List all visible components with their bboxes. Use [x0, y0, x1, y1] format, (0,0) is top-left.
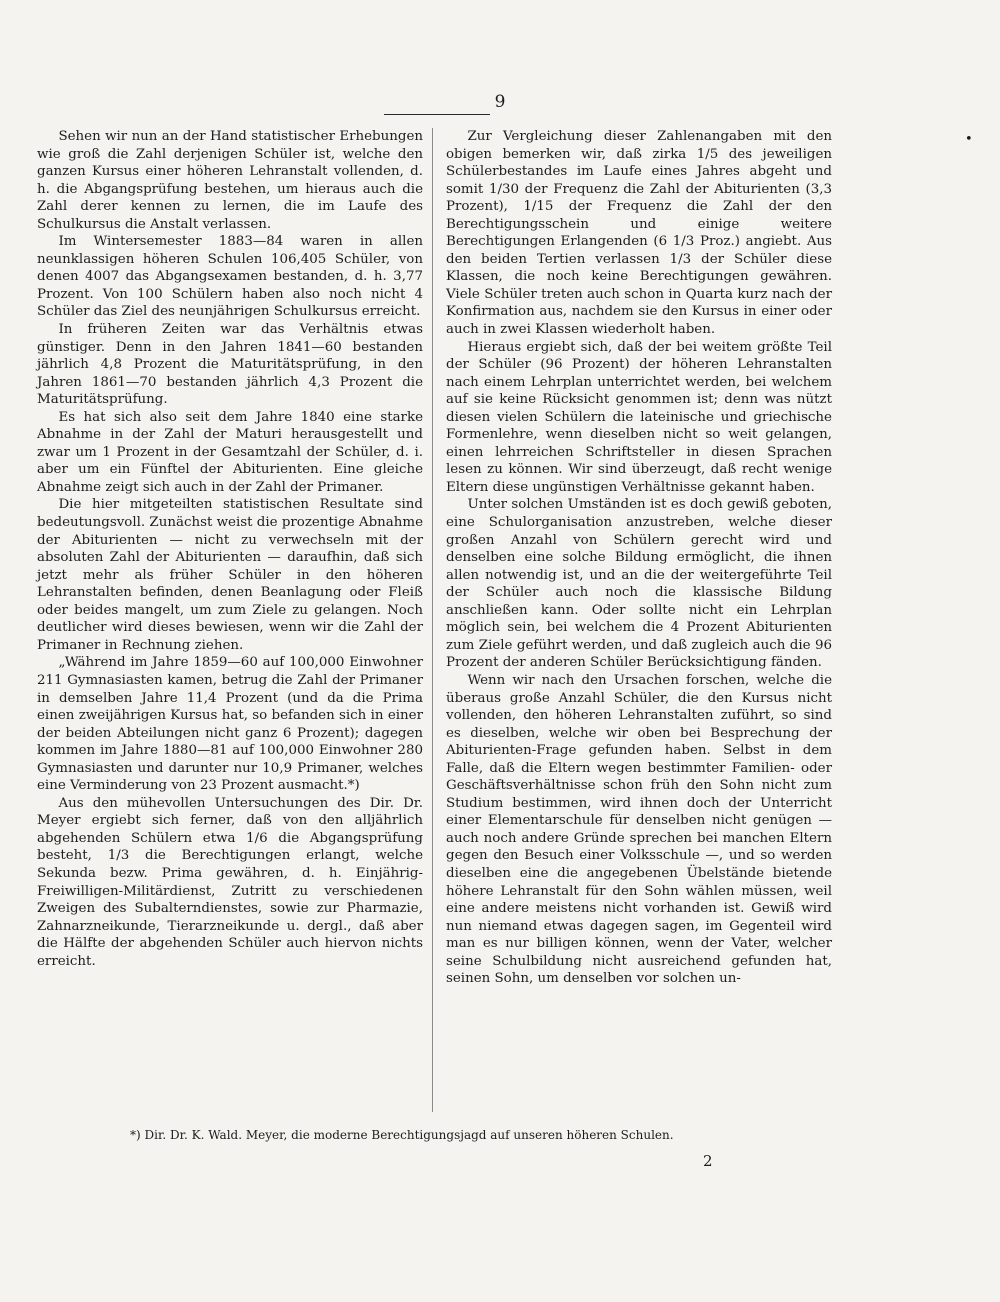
paragraph: Wenn wir nach den Ursachen forschen, welche die überaus große Anzahl Schüler, die den Kursus nicht vollenden, den höheren Lehranstalten zuführt, so sind es dieselben, welche wir oben bei Besprechung der Abiturienten-Frage gefunden haben. Selbst in dem Falle, daß die Eltern wegen bestimmter Familien- oder Geschäftsverhältnisse schon früh den Sohn nicht zum Studium bestimmen, wird ihnen doch der Unterricht einer Elementarschule für denselben nicht genügen — auch noch andere Gründe sprechen bei manchen Eltern gegen den Besuch einer Volksschule —, und so werden dieselben eine die angegebenen Übelstände bietende höhere Lehranstalt für den Sohn wählen müssen, weil eine andere meistens nicht vorhanden ist. Gewiß wird nun niemand etwas dagegen sagen, im Gegenteil wird man es nur billigen können, wenn der Vater, welcher seine Schulbildung nicht ausreichend gefunden hat, seinen Sohn, um denselben vor solchen un- [446, 672, 832, 987]
paragraph: In früheren Zeiten war das Verhältnis etwas günstiger. Denn in den Jahren 1841—60 bestanden jährlich 4,8 Prozent die Maturitätsprüfung, in den Jahren 1861—70 bestanden jährlich 4,3 Prozent die Maturitätsprüfung. [37, 322, 423, 408]
paragraph: Im Wintersemester 1883—84 waren in allen neunklassigen höheren Schulen 106,405 Schüler, von denen 4007 das Abgangsexamen bestanden, d. h. 3,77 Prozent. Von 100 Schülern haben also noch nicht 4 Schüler das Ziel des neunjährigen Schulkursus erreicht. [37, 234, 423, 320]
margin-mark: • [965, 132, 973, 147]
page-number-rule [384, 114, 490, 115]
paragraph: Aus den mühevollen Untersuchungen des Dir. Dr. Meyer ergiebt sich ferner, daß von den alljährlich abgehenden Schülern etwa 1/6 die Abgangsprüfung besteht, 1/3 die Berechtigungen erlangt, welche Sekunda bezw. Prima gewähren, d. h. Einjährig-Freiwilligen-Militärdienst, Zutritt zu verschiedenen Zweigen des Subalterndienstes, sowie zur Pharmazie, Zahnarzneikunde, Tierarzneikunde u. dergl., daß aber die Hälfte der abgehenden Schüler auch hiervon nichts erreicht. [37, 795, 423, 969]
page-number: 9 [494, 92, 506, 112]
right-column [446, 128, 832, 988]
sheet-signature: 2 [703, 1152, 713, 1170]
paragraph: Die hier mitgeteilten statistischen Resultate sind bedeutungsvoll. Zunächst weist die prozentige Abnahme der Abiturienten — nicht zu verwechseln mit der absoluten Zahl der Abiturienten — daraufhin, daß sich jetzt mehr als früher Schüler in den höheren Lehranstalten befinden, denen Beanlagung oder Fleiß oder beides mangelt, um zum Ziele zu gelangen. Noch deutlicher wird dieses bewiesen, wenn wir die Zahl der Primaner in Rechnung ziehen. [37, 497, 423, 653]
paragraph: Hieraus ergiebt sich, daß der bei weitem größte Teil der Schüler (96 Prozent) der höheren Lehranstalten nach einem Lehrplan unterrichtet werden, bei welchem auf sie keine Rücksicht genommen ist; denn was nützt diesen vielen Schülern die lateinische und griechische Formenlehre, wenn dieselben nicht so weit gelangen, einen lehrreichen Schriftsteller in diesen Sprachen lesen zu können. Wir sind überzeugt, daß recht wenige Eltern diese ungünstigen Verhältnisse gekannt haben. [446, 339, 832, 495]
paragraph: Unter solchen Umständen ist es doch gewiß geboten, eine Schulorganisation anzustreben, welche dieser großen Anzahl von Schülern gerecht wird und denselben eine solche Bildung ermöglicht, die ihnen allen notwendig ist, und an die der weitergeführte Teil der Schüler auch noch die klassische Bildung anschließen kann. Oder sollte nicht ein Lehrplan möglich sein, bei welchem die 4 Prozent Abiturienten zum Ziele geführt werden, und daß zugleich auch die 96 Prozent der anderen Schüler Berücksichtigung fänden. [446, 497, 832, 671]
paragraph: Sehen wir nun an der Hand statistischer Erhebungen wie groß die Zahl derjenigen Schüler ist, welche den ganzen Kursus einer höheren Lehranstalt vollenden, d. h. die Abgangsprüfung bestehen, um hieraus auch die Zahl derer kennen zu lernen, die im Laufe des Schulkursus die Anstalt verlassen. [37, 129, 423, 232]
paragraph: „Während im Jahre 1859—60 auf 100,000 Einwohner 211 Gymnasiasten kamen, betrug die Zahl der Primaner in demselben Jahre 11,4 Prozent (und da die Prima einen zweijährigen Kursus hat, so befanden sich in einer der beiden Abteilungen nicht ganz 6 Prozent); dagegen kommen im Jahre 1880—81 auf 100,000 Einwohner 280 Gymnasiasten und darunter nur 10,9 Primaner, welches eine Verminderung von 23 Prozent ausmacht.*) [37, 655, 423, 794]
footnote: *) Dir. Dr. K. Wald. Meyer, die moderne Berechtigungsjagd auf unseren höheren Schulen. [130, 1128, 674, 1142]
paragraph: Es hat sich also seit dem Jahre 1840 eine starke Abnahme in der Zahl der Maturi herausgestellt und zwar um 1 Prozent in der Gesamtzahl der Schüler, d. i. aber um ein Fünftel der Abiturienten. Eine gleiche Abnahme zeigt sich auch in der Zahl der Primaner. [37, 409, 423, 495]
left-column [37, 128, 423, 970]
column-divider [432, 128, 433, 1112]
paragraph: Zur Vergleichung dieser Zahlenangaben mit den obigen bemerken wir, daß zirka 1/5 des jeweiligen Schülerbestandes im Laufe eines Jahres abgeht und somit 1/30 der Frequenz die Zahl der Abiturienten (3,3 Prozent), 1/15 der Frequenz die Zahl der den Berechtigungsschein und einige weitere Berechtigungen Erlangenden (6 1/3 Proz.) angiebt. Aus den beiden Tertien verlassen 1/3 der Schüler diese Klassen, die noch keine Berechtigungen gewähren. Viele Schüler treten auch schon in Quarta kurz nach der Konfirmation aus, nachdem sie den Kursus in einer oder auch in zwei Klassen wiederholt haben. [446, 129, 832, 338]
